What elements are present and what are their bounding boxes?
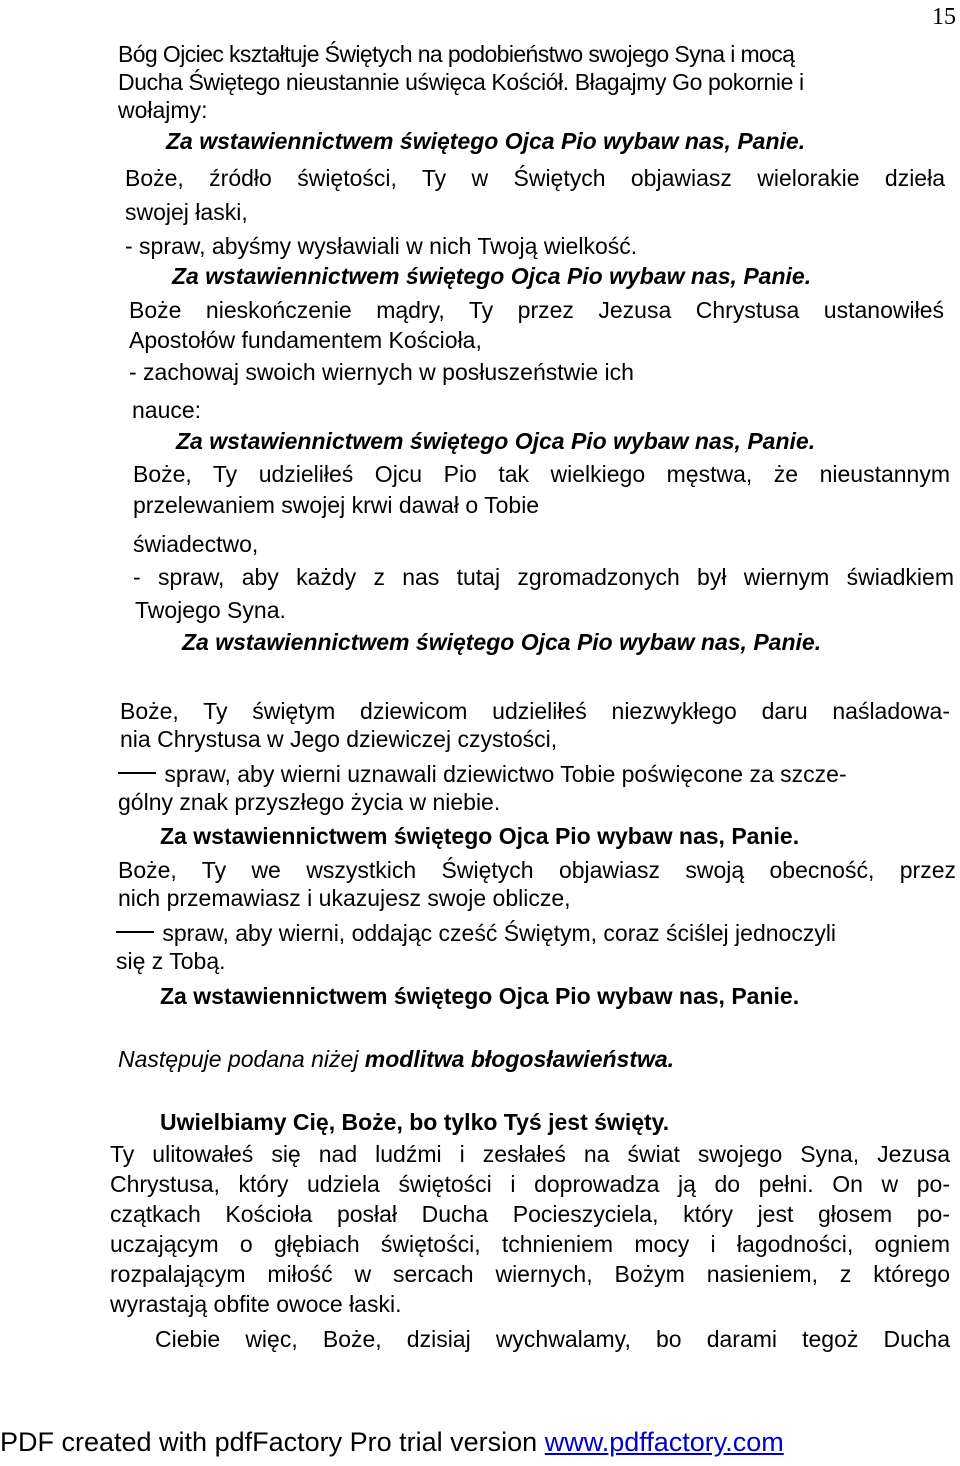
petition-5-line-3: spraw, aby wierni, oddając cześć Świętym, coraz ściślej jednoczyli (162, 920, 837, 946)
petition-4-line-3: spraw, aby wierni uznawali dziewictwo Tobie poświęcone za szcze- (164, 761, 847, 787)
blessing-line-3: czątkach Kościoła posłał Ducha Pocieszyciela, który jest głosem po- (110, 1201, 950, 1227)
rubric-note (118, 1045, 674, 1073)
response-6: Za wstawiennictwem świętego Ojca Pio wybaw nas, Panie. (160, 983, 800, 1009)
petition-1-line-1: Boże, źródło świętości, Ty w Świętych objawiasz wielorakie dzieła (125, 165, 945, 191)
em-dash-rule (118, 772, 156, 774)
petition-4-line-2: nia Chrystusa w Jego dziewiczej czystości, (120, 726, 558, 752)
petition-5-line-4: się z Tobą. (116, 948, 226, 974)
intro-line-2: Ducha Świętego nieustannie uświęca Kościół. Błagajmy Go pokornie i (118, 69, 804, 95)
response-1: Za wstawiennictwem świętego Ojca Pio wybaw nas, Panie. (166, 128, 806, 154)
petition-2-line-4: nauce: (132, 397, 202, 423)
petition-3-line-2: przelewaniem swojej krwi dawał o Tobie (133, 492, 540, 518)
pdf-footer (0, 1425, 960, 1459)
petition-4-line-3-row (118, 760, 950, 788)
response-4: Za wstawiennictwem świętego Ojca Pio wybaw nas, Panie. (182, 629, 822, 655)
response-2: Za wstawiennictwem świętego Ojca Pio wybaw nas, Panie. (172, 263, 812, 289)
blessing-heading: Uwielbiamy Cię, Boże, bo tylko Tyś jest święty. (160, 1109, 670, 1135)
petition-2-line-2: Apostołów fundamentem Kościoła, (129, 327, 482, 353)
blessing-line-6: wyrastają obfite owoce łaski. (110, 1291, 402, 1317)
rubric-note-text: Następuje podana niżej (118, 1046, 359, 1072)
petition-5-line-1: Boże, Ty we wszystkich Świętych objawiasz swoją obecność, przez (118, 857, 956, 883)
blessing-line-1: Ty ulitowałeś się nad ludźmi i zesłałeś na świat swojego Syna, Jezusa (110, 1141, 950, 1167)
petition-5-line-2: nich przemawiasz i ukazujesz swoje oblicze, (118, 885, 571, 911)
intro-line-3: wołajmy: (118, 97, 208, 123)
petition-3-line-3: świadectwo, (133, 531, 259, 557)
rubric-note-bold: modlitwa błogosławieństwa. (364, 1046, 675, 1072)
page-number: 15 (932, 4, 956, 30)
petition-3-line-1: Boże, Ty udzieliłeś Ojcu Pio tak wielkiego męstwa, że nieustannym (133, 461, 950, 487)
petition-1-line-3: - spraw, abyśmy wysławiali w nich Twoją wielkość. (125, 233, 638, 259)
response-5: Za wstawiennictwem świętego Ojca Pio wybaw nas, Panie. (160, 823, 800, 849)
em-dash-rule (116, 931, 154, 933)
pdf-footer-text: PDF created with pdfFactory Pro trial version (0, 1427, 545, 1457)
petition-2-line-3: - zachowaj swoich wiernych w posłuszeństwie ich (129, 359, 634, 385)
petition-4-line-4: gólny znak przyszłego życia w niebie. (118, 789, 501, 815)
blessing-line-2: Chrystusa, który udziela świętości i doprowadza ją do pełni. On w po- (110, 1171, 950, 1197)
petition-3-line-5: Twojego Syna. (135, 597, 286, 623)
petition-5-line-3-row (116, 919, 954, 947)
blessing-line-4: uczającym o głębiach świętości, tchnieniem mocy i łagodności, ogniem (110, 1231, 950, 1257)
blessing-line-5: rozpalającym miłość w sercach wiernych, Bożym nasieniem, z którego (110, 1261, 950, 1287)
pdffactory-link[interactable]: www.pdffactory.com (544, 1427, 784, 1457)
intro-line-1: Bóg Ojciec kształtuje Świętych na podobieństwo swojego Syna i mocą (118, 41, 795, 67)
petition-1-line-2: swojej łaski, (125, 199, 248, 225)
blessing-line-7: Ciebie więc, Boże, dzisiaj wychwalamy, bo darami tegoż Ducha (155, 1326, 950, 1352)
petition-4-line-1: Boże, Ty świętym dziewicom udzieliłeś niezwykłego daru naśladowa- (120, 698, 950, 724)
petition-3-line-4: - spraw, aby każdy z nas tutaj zgromadzonych był wiernym świadkiem (133, 564, 954, 590)
response-3: Za wstawiennictwem świętego Ojca Pio wybaw nas, Panie. (176, 428, 816, 454)
petition-2-line-1: Boże nieskończenie mądry, Ty przez Jezusa Chrystusa ustanowiłeś (129, 297, 944, 323)
